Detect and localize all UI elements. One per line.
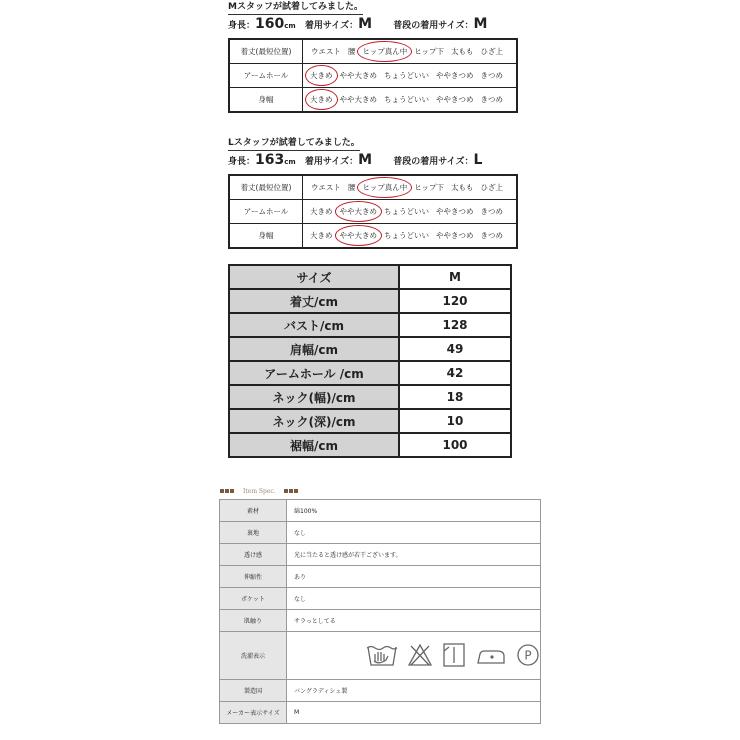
usual-label: 普段の着用サイズ： [393,21,474,31]
fit-row-options [303,39,518,64]
fit-option-selected: 大きめ [310,71,333,80]
fit-option: きつめ [480,231,503,240]
size-row-label: ネック(深)/cm [229,409,399,433]
size-row-value: 49 [399,337,511,361]
spec-row-label: 裏地 [220,522,287,544]
spec-row-label: 製造国 [220,680,287,702]
fit-option: ひざ上 [480,47,503,56]
size-row-label: アームホール /cm [229,361,399,385]
spec-row [220,632,541,680]
size-row [229,409,511,433]
spec-row [220,680,541,702]
hand-wash-icon [366,643,398,669]
size-table-header [229,265,511,289]
spec-row-value: 光に当たると透け感が若干ございます。 [287,544,541,566]
spec-table [219,499,541,724]
spec-row [220,566,541,588]
fit-option-selected: やや大きめ [339,231,377,240]
fit-row-label: アームホール [229,200,303,224]
fit-option: ひざ上 [480,183,503,192]
size-row [229,361,511,385]
height-unit: cm [284,158,296,166]
spec-row-label: 透け感 [220,544,287,566]
size-header-value: M [399,265,511,289]
size-row [229,289,511,313]
spec-row [220,522,541,544]
spec-row-value: サラっとしてる [287,610,541,632]
fit-row [229,224,517,249]
spec-row-value: バングラディシュ製 [287,680,541,702]
fit-option: ややきつめ [436,207,474,216]
fit-option: ちょうどいい [384,207,429,216]
fit-option-selected: 大きめ [310,95,333,104]
fit-row-label: 着丈(最短位置) [229,175,303,200]
size-row-value: 10 [399,409,511,433]
fit-row-options [303,175,518,200]
fit-option: 太もも [451,47,474,56]
size-row [229,385,511,409]
size-row-label: 着丈/cm [229,289,399,313]
fit-row-label: 身幅 [229,88,303,113]
fit-row [229,200,517,224]
worn-label: 着用サイズ： [304,157,359,167]
height-label: 身長： [228,21,256,31]
spec-heading [220,488,299,495]
size-row-value: 42 [399,361,511,385]
spec-row-value [287,632,541,680]
staff-l-title: Lスタッフが試着してみました。 [228,138,360,151]
spec-row-label: ポケット [220,588,287,610]
fit-row [229,39,517,64]
fit-option: 大きめ [310,231,333,240]
fit-row-label: アームホール [229,64,303,88]
height-label: 身長： [228,157,256,167]
fit-option: ヒップ下 [414,47,444,56]
fit-option: 腰 [347,183,356,192]
care-icons [294,642,540,670]
size-row-label: 肩幅/cm [229,337,399,361]
fit-option: ウエスト [310,47,341,56]
spec-row-value: なし [287,522,541,544]
fit-option: ちょうどいい [384,231,429,240]
svg-text:P: P [524,648,532,662]
size-row-label: バスト/cm [229,313,399,337]
size-row-value: 100 [399,433,511,457]
size-row-label: ネック(幅)/cm [229,385,399,409]
size-row [229,313,511,337]
height-value: 163 [255,152,285,168]
staff-l-fit-table [228,174,518,249]
spec-row-value: なし [287,588,541,610]
drip-dry-icon [442,642,466,670]
spec-row-label: 素材 [220,500,287,522]
usual-value: M [473,16,488,32]
fit-row-label: 着丈(最短位置) [229,39,303,64]
spec-row-value: M [287,702,541,724]
worn-value: M [358,16,373,32]
fit-option: ちょうどいい [384,71,429,80]
spec-row-value: 綿100% [287,500,541,522]
spec-row-label: メーカー表示サイズ [220,702,287,724]
spec-row [220,500,541,522]
spec-row-label: 洗濯表示 [220,632,287,680]
fit-row-label: 身幅 [229,224,303,249]
size-row-value: 18 [399,385,511,409]
fit-option: やや大きめ [339,71,377,80]
fit-option: ややきつめ [436,231,474,240]
fit-option: きつめ [480,71,503,80]
fit-option-selected: ヒップ真ん中 [362,183,408,192]
height-unit: cm [284,22,296,30]
worn-value: M [358,152,373,168]
fit-option-selected: やや大きめ [339,207,377,216]
fit-option: ウエスト [310,183,341,192]
staff-m-fit-table [228,38,518,113]
size-row-value: 120 [399,289,511,313]
spec-heading-text: Item Spec. [243,488,276,495]
fit-option: 大きめ [310,207,333,216]
fit-option: きつめ [480,95,503,104]
low-iron-icon [475,643,507,669]
fit-row [229,88,517,113]
worn-label: 着用サイズ： [304,21,359,31]
staff-m-title: Mスタッフが試着してみました。 [228,2,363,15]
staff-m-info [228,17,487,33]
fit-row [229,64,517,88]
decor-squares-left [220,488,235,495]
spec-row-value: あり [287,566,541,588]
fit-option: きつめ [480,207,503,216]
usual-value: L [473,152,483,168]
fit-option: ややきつめ [436,95,474,104]
spec-row [220,610,541,632]
size-row-value: 128 [399,313,511,337]
fit-option: ややきつめ [436,71,474,80]
height-value: 160 [255,16,285,32]
spec-row [220,588,541,610]
fit-option: ちょうどいい [384,95,429,104]
fit-row-options [303,88,518,113]
fit-row [229,175,517,200]
decor-squares-right [284,488,299,495]
size-row [229,433,511,457]
fit-row-options [303,224,518,249]
spec-row [220,702,541,724]
fit-option: 太もも [451,183,474,192]
dry-clean-p-icon [516,643,540,669]
size-table [228,264,512,458]
spec-row [220,544,541,566]
size-header-label: サイズ [229,265,399,289]
no-bleach-icon [407,643,433,669]
usual-label: 普段の着用サイズ： [393,157,474,167]
fit-option: やや大きめ [339,95,377,104]
size-row-label: 裾幅/cm [229,433,399,457]
spec-row-label: 伸縮性 [220,566,287,588]
fit-row-options [303,200,518,224]
fit-option-selected: ヒップ真ん中 [362,47,408,56]
fit-option: ヒップ下 [414,183,444,192]
staff-l-info [228,153,482,169]
size-row [229,337,511,361]
fit-option: 腰 [347,47,356,56]
fit-row-options [303,64,518,88]
spec-row-label: 肌触り [220,610,287,632]
